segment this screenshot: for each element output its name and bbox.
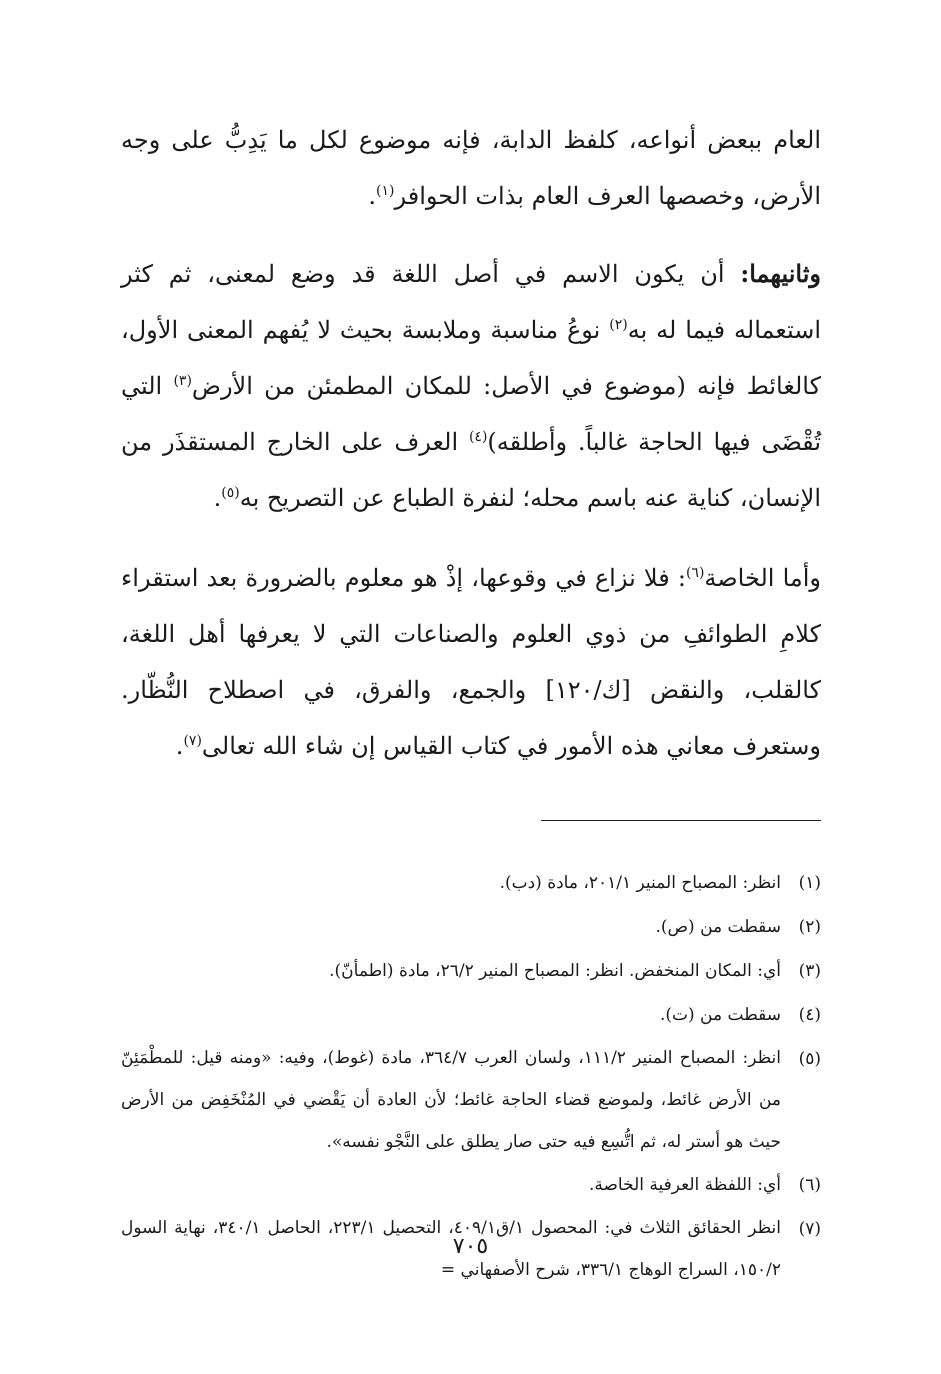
footnote-2: [121, 905, 821, 949]
paragraph-2-text-a: أن يكون الاسم في أصل اللغة قد وضع لمعنى، ثم كثر استعماله فيما له به: [121, 260, 821, 344]
paragraph-2-text-d: العرف على الخارج المستقذَر من الإنسان، كناية عنه باسم محله؛ لنفرة الطباع عن التصريح به: [121, 428, 821, 512]
footnote-number: (٣): [798, 961, 821, 981]
paragraph-3-text-a: وأما الخاصة: [704, 564, 822, 592]
footnote-number: (٥): [798, 1049, 821, 1069]
paragraph-2-text-b: نوعُ مناسبة وملابسة بحيث لا يُفهم المعنى الأول، كالغائط فإنه (موضوع في الأصل: للمكان المطمئن من الأرض: [121, 316, 821, 400]
paragraph-1-text: العام ببعض أنواعه، كلفظ الدابة، فإنه موضوع لكل ما يَدِبُّ على وجه الأرض، وخصصها العرف العام بذات الحوافر: [121, 126, 821, 210]
footnote-text: أي: المكان المنخفض. انظر: المصباح المنير ٢٦/٢، مادة (اطمأنّ).: [329, 961, 781, 981]
footnote-3: [121, 949, 821, 993]
footnote-text: انظر الحقائق الثلاث في: المحصول ١/ق٤٠٩/١، التحصيل ٢٢٣/١، الحاصل ٣٤٠/١، نهاية السول ١٥٠/٢، السراج الوهاج ٣٣٦/١، شرح الأصفهاني =: [121, 1218, 781, 1280]
paragraph-2-lead: وثانيهما:: [740, 259, 821, 288]
footnote-ref-6: (٦): [685, 565, 705, 581]
footnote-ref-4: (٤): [468, 429, 488, 445]
paragraph-3-text-b: : فلا نزاع في وقوعها، إذْ هو معلوم بالضرورة بعد استقراء كلامِ الطوائفِ من ذوي العلوم والصناعات التي لا يعرفها أهل اللغة، كالقلب، والنقض [ك/١٢٠] والجمع، والفرق، في اصطلاح النُّظّار. وستعرف معاني هذه الأمور في كتاب القياس إن شاء الله تعالى: [121, 564, 822, 760]
paragraph-1-end: .: [368, 182, 377, 210]
footnote-ref-1: (١): [376, 183, 395, 199]
footnote-separator: [541, 820, 821, 821]
footnote-separator-wrap: [121, 798, 821, 843]
footnote-text: انظر: المصباح المنير ١١١/٢، ولسان العرب ٣٦٤/٧، مادة (غوط)، وفيه: «ومنه قيل: للمطْمَئِنّ من الأرض غائط، ولموضع قضاء الحاجة غائط؛ لأن العادة أن يَقْضي في المُنْخَفِض من الأرض حيث هو أستر له، ثم اتُّسِع فيه حتى صار يطلق على النَّجْو نفسه».: [121, 1048, 781, 1152]
paragraph-3: [121, 550, 821, 774]
footnote-number: (٤): [798, 1005, 821, 1025]
footnote-text: سقطت من (ص).: [655, 917, 781, 937]
page-number: ٧٠٥: [452, 1234, 489, 1259]
footnote-number: (٦): [798, 1175, 821, 1195]
paragraph-2-end: .: [213, 484, 222, 512]
footnote-4: [121, 993, 821, 1037]
footnote-5: [121, 1037, 821, 1163]
paragraph-3-end: .: [175, 732, 184, 760]
footnote-ref-3: (٣): [173, 373, 192, 389]
footnote-number: (١): [798, 873, 821, 893]
paragraph-1: [121, 112, 821, 224]
footnote-text: انظر: المصباح المنير ٢٠١/١، مادة (دب).: [499, 873, 781, 893]
footnote-ref-5: (٥): [221, 485, 240, 501]
footnote-text: أي: اللفظة العرفية الخاصة.: [588, 1175, 781, 1195]
footnote-number: (٢): [798, 917, 821, 937]
main-text: [121, 112, 821, 774]
footnote-6: [121, 1163, 821, 1207]
footnote-ref-2: (٢): [609, 317, 628, 333]
page-content: [121, 112, 821, 1291]
footnote-1: [121, 861, 821, 905]
footnote-number: (٧): [798, 1219, 821, 1239]
paragraph-2-text-c: التي تُقْضَى فيها الحاجة غالباً. وأطلقه): [121, 372, 822, 456]
footnote-text: سقطت من (ت).: [659, 1005, 781, 1025]
paragraph-2: [121, 246, 821, 526]
footnotes: [121, 861, 821, 1291]
footnote-ref-7: (٧): [183, 733, 202, 749]
